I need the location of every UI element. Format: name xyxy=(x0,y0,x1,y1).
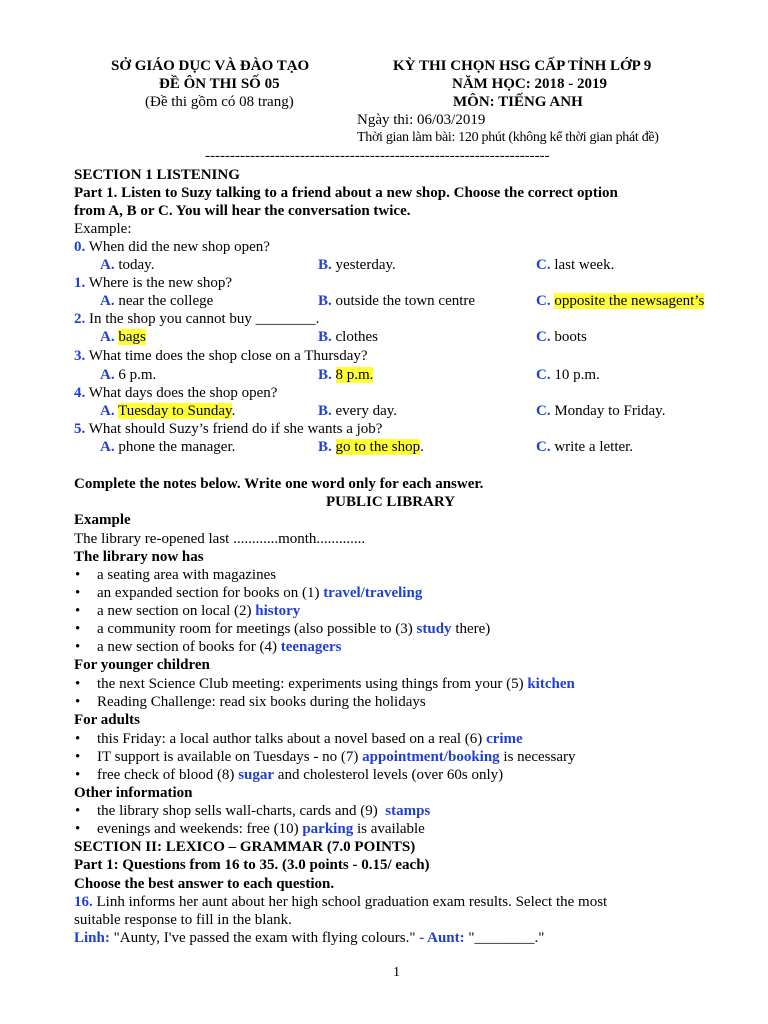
section1-title: SECTION 1 LISTENING xyxy=(74,167,240,183)
dialogue-line: Linh: "Aunty, I've passed the exam with flying colours." - Aunt: "________." xyxy=(74,930,545,946)
page-number: 1 xyxy=(393,965,400,980)
answer-text: history xyxy=(255,603,301,619)
adults-item: • this Friday: a local author talks about a novel based on a real (6) crime xyxy=(97,730,523,748)
younger-item: • the next Science Club meeting: experiments using things from your (5) kitchen xyxy=(97,675,575,693)
option-1-b: B. outside the town centre xyxy=(318,293,476,309)
question-text: What days does the shop open? xyxy=(88,385,278,401)
question-text: In the shop you cannot buy ________. xyxy=(89,311,320,327)
question-text: What should Suzy’s friend do if she wants a job? xyxy=(88,421,383,437)
answer-text: study xyxy=(416,621,452,637)
question-number: 2. xyxy=(74,311,86,327)
option-0-b: B. yesterday. xyxy=(318,257,396,273)
header-school-year: NĂM HỌC: 2018 - 2019 xyxy=(452,76,607,92)
option-4-a: A. Tuesday to Sunday. xyxy=(100,403,236,419)
highlighted-answer: 8 p.m. xyxy=(335,367,374,383)
notes-instruction: Complete the notes below. Write one word only for each answer. xyxy=(74,476,484,492)
question-4 xyxy=(74,384,277,402)
library-item: • a seating area with magazines xyxy=(97,566,276,584)
question-text: Where is the new shop? xyxy=(88,275,233,291)
question-number: 1. xyxy=(74,275,86,291)
question-number: 5. xyxy=(74,421,86,437)
option-5-b: B. go to the shop. xyxy=(318,439,424,455)
header-department: SỞ GIÁO DỤC VÀ ĐÀO TẠO xyxy=(111,58,310,74)
header-exam-date: Ngày thi: 06/03/2019 xyxy=(357,112,486,128)
option-1-a: A. near the college xyxy=(100,293,214,309)
option-0-c: C. last week. xyxy=(536,257,615,273)
option-1-c: C. opposite the newsagent’s xyxy=(536,293,705,309)
question-number: 16. xyxy=(74,894,93,910)
question-16-line2: suitable response to fill in the blank. xyxy=(74,912,292,928)
question-3 xyxy=(74,347,368,365)
section2-instruction: Choose the best answer to each question. xyxy=(74,876,335,892)
question-number: 4. xyxy=(74,385,86,401)
adults-item: • IT support is available on Tuesdays - no (7) appointment/booking is necessary xyxy=(97,748,575,766)
option-5-a: A. phone the manager. xyxy=(100,439,236,455)
question-text: When did the new shop open? xyxy=(88,239,270,255)
speaker-linh: Linh: xyxy=(74,930,110,946)
notes-example-label: Example xyxy=(74,512,131,528)
library-has-heading: The library now has xyxy=(74,549,204,565)
option-3-a: A. 6 p.m. xyxy=(100,367,157,383)
answer-text: appointment/booking xyxy=(362,749,500,765)
younger-item: • Reading Challenge: read six books during the holidays xyxy=(97,693,426,711)
library-item: • a new section on local (2) history xyxy=(97,602,300,620)
question-1 xyxy=(74,274,232,292)
speaker-aunt: - Aunt: xyxy=(419,930,465,946)
library-item: • an expanded section for books on (1) travel/traveling xyxy=(97,584,422,602)
question-number: 0. xyxy=(74,239,86,255)
question-0 xyxy=(74,238,270,256)
other-item: • the library shop sells wall-charts, cards and (9) stamps xyxy=(97,802,430,820)
highlighted-answer: opposite the newsagent’s xyxy=(554,293,705,309)
answer-text: parking xyxy=(302,821,354,837)
other-item: • evenings and weekends: free (10) parking is available xyxy=(97,820,425,838)
highlighted-answer: go to the shop xyxy=(335,439,421,455)
header-subject: MÔN: TIẾNG ANH xyxy=(453,94,583,110)
header-page-count: (Đề thi gồm có 08 trang) xyxy=(145,94,294,110)
question-2 xyxy=(74,310,319,328)
notes-example-text: The library re-opened last ............month............. xyxy=(74,531,366,547)
answer-text: stamps xyxy=(385,803,431,819)
section2-title: SECTION II: LEXICO – GRAMMAR (7.0 POINTS) xyxy=(74,839,416,855)
answer-text: teenagers xyxy=(280,639,342,655)
header-exam-time: Thời gian làm bài: 120 phút (không kể thời gian phát đề) xyxy=(357,130,659,145)
option-4-c: C. Monday to Friday. xyxy=(536,403,666,419)
part1-instruction-line2: from A, B or C. You will hear the conversation twice. xyxy=(74,203,411,219)
adults-item: • free check of blood (8) sugar and cholesterol levels (over 60s only) xyxy=(97,766,503,784)
header-divider: --------------------------------------------------------------------- xyxy=(205,148,550,164)
option-2-c: C. boots xyxy=(536,329,587,345)
option-5-c: C. write a letter. xyxy=(536,439,634,455)
question-5 xyxy=(74,420,382,438)
library-item: • a new section of books for (4) teenagers xyxy=(97,638,342,656)
option-2-b: B. clothes xyxy=(318,329,379,345)
option-0-a: A. today. xyxy=(100,257,155,273)
other-info-heading: Other information xyxy=(74,785,193,801)
example-label: Example: xyxy=(74,221,132,237)
option-4-b: B. every day. xyxy=(318,403,398,419)
header-exam-title: KỲ THI CHỌN HSG CẤP TỈNH LỚP 9 xyxy=(393,58,652,74)
part1-instruction-line1: Part 1. Listen to Suzy talking to a friend about a new shop. Choose the correct option xyxy=(74,185,618,201)
answer-text: crime xyxy=(486,731,523,747)
adults-heading: For adults xyxy=(74,712,140,728)
question-text: What time does the shop close on a Thursday? xyxy=(88,348,368,364)
option-2-a: A. bags xyxy=(100,329,146,345)
question-number: 3. xyxy=(74,348,86,364)
section2-part1: Part 1: Questions from 16 to 35. (3.0 points - 0.15/ each) xyxy=(74,857,430,873)
library-item: • a community room for meetings (also possible to (3) study there) xyxy=(97,620,490,638)
option-3-c: C. 10 p.m. xyxy=(536,367,600,383)
header-exam-number: ĐỀ ÔN THI SỐ 05 xyxy=(159,76,280,92)
question-16-line1: 16. Linh informs her aunt about her high school graduation exam results. Select the most xyxy=(74,894,608,910)
highlighted-answer: bags xyxy=(118,329,146,345)
younger-children-heading: For younger children xyxy=(74,657,210,673)
answer-text: travel/traveling xyxy=(323,585,423,601)
option-3-b: B. 8 p.m. xyxy=(318,367,374,383)
notes-title: PUBLIC LIBRARY xyxy=(326,494,456,510)
answer-text: sugar xyxy=(238,767,275,783)
answer-text: kitchen xyxy=(527,676,575,692)
highlighted-answer: Tuesday to Sunday xyxy=(118,403,232,419)
